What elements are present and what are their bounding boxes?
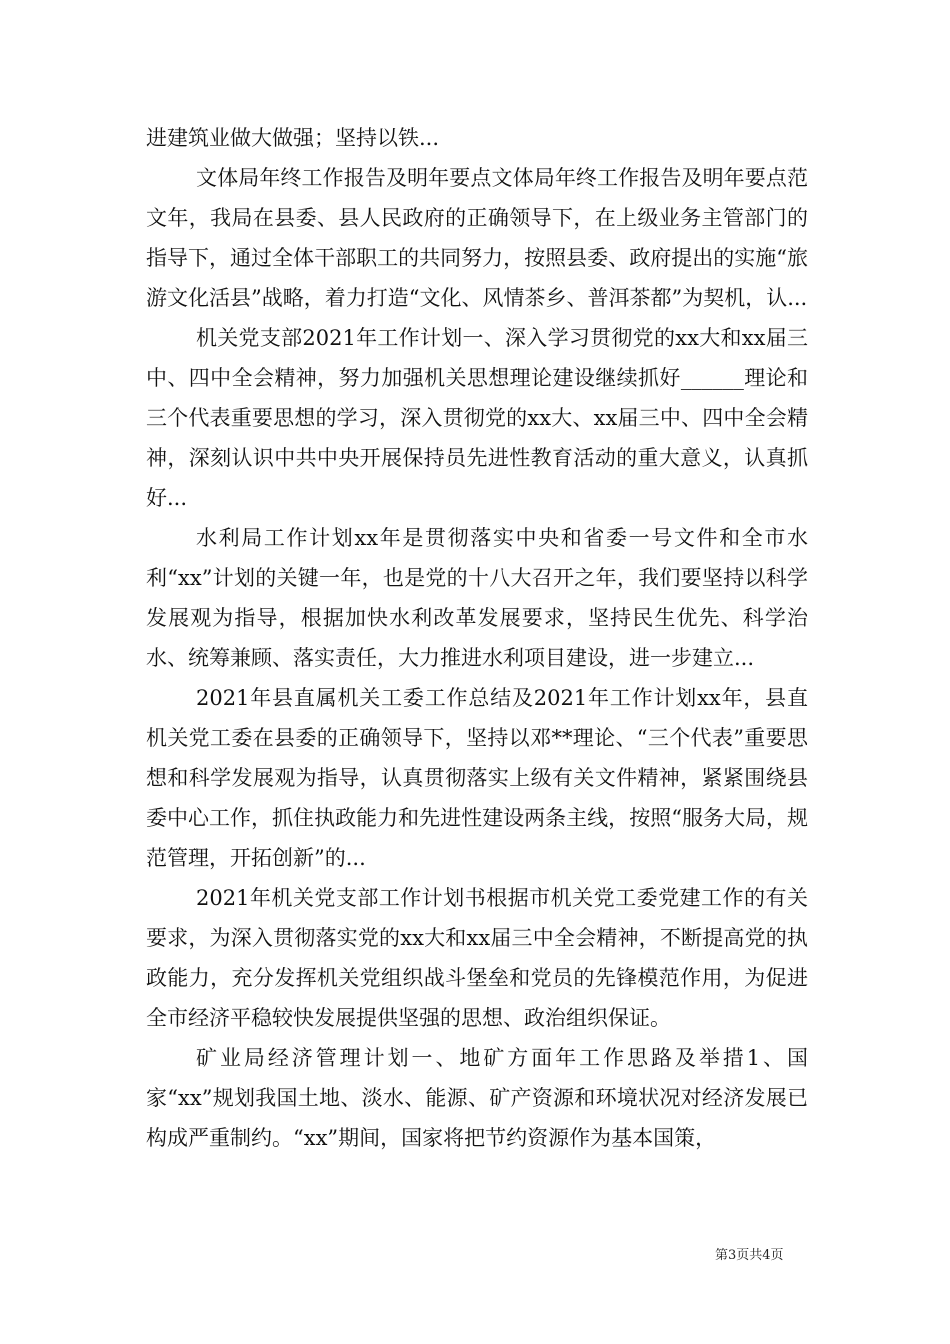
page-number: 第3页共4页 bbox=[715, 1248, 784, 1263]
paragraph-mining-bureau: 矿业局经济管理计划一、地矿方面年工作思路及举措1、国家“xx”规划我国土地、淡水、能源、矿产资源和环境状况对经济发展已构成严重制约。“xx”期间，国家将把节约资源作为基本国策， bbox=[146, 1046, 808, 1150]
paragraph-party-branch-plan: 机关党支部2021年工作计划一、深入学习贯彻党的xx大和xx届三中、四中全会精神，努力加强机关思想理论建设继续抓好______理论和三个代表重要思想的学习，深入贯彻党的xx大、xx届三中、四中全会精神，深刻认识中共中央开展保持员先进性教育活动的重大意义，认真抓好... bbox=[146, 326, 808, 510]
paragraph-county-committee: 2021年县直属机关工委工作总结及2021年工作计划xx年，县直机关党工委在县委的正确领导下，坚持以邓**理论、“三个代表”重要思想和科学发展观为指导，认真贯彻落实上级有关文件精神，紧紧围绕县委中心工作，抓住执政能力和先进性建设两条主线，按照“服务大局，规范管理，开拓创新”的... bbox=[146, 686, 808, 870]
paragraph-branch-plan-book: 2021年机关党支部工作计划书根据市机关党工委党建工作的有关要求，为深入贯彻落实党的xx大和xx届三中全会精神，不断提高党的执政能力，充分发挥机关党组织战斗堡垒和党员的先锋模范作用，为促进全市经济平稳较快发展提供坚强的思想、政治组织保证。 bbox=[146, 886, 808, 1030]
paragraph-water-bureau: 水利局工作计划xx年是贯彻落实中央和省委一号文件和全市水利“xx”计划的关键一年，也是党的十八大召开之年，我们要坚持以科学发展观为指导，根据加快水利改革发展要求，坚持民生优先、科学治水、统筹兼顾、落实责任，大力推进水利项目建设，进一步建立... bbox=[146, 526, 808, 670]
paragraph-culture-bureau: 文体局年终工作报告及明年要点文体局年终工作报告及明年要点范文年，我局在县委、县人民政府的正确领导下，在上级业务主管部门的指导下，通过全体干部职工的共同努力，按照县委、政府提出的实施“旅游文化活县”战略，着力打造“文化、风情茶乡、普洱茶都”为契机，认... bbox=[146, 166, 808, 310]
paragraph-continuation: 进建筑业做大做强；坚持以铁... bbox=[146, 126, 440, 150]
document-body bbox=[146, 118, 808, 1158]
